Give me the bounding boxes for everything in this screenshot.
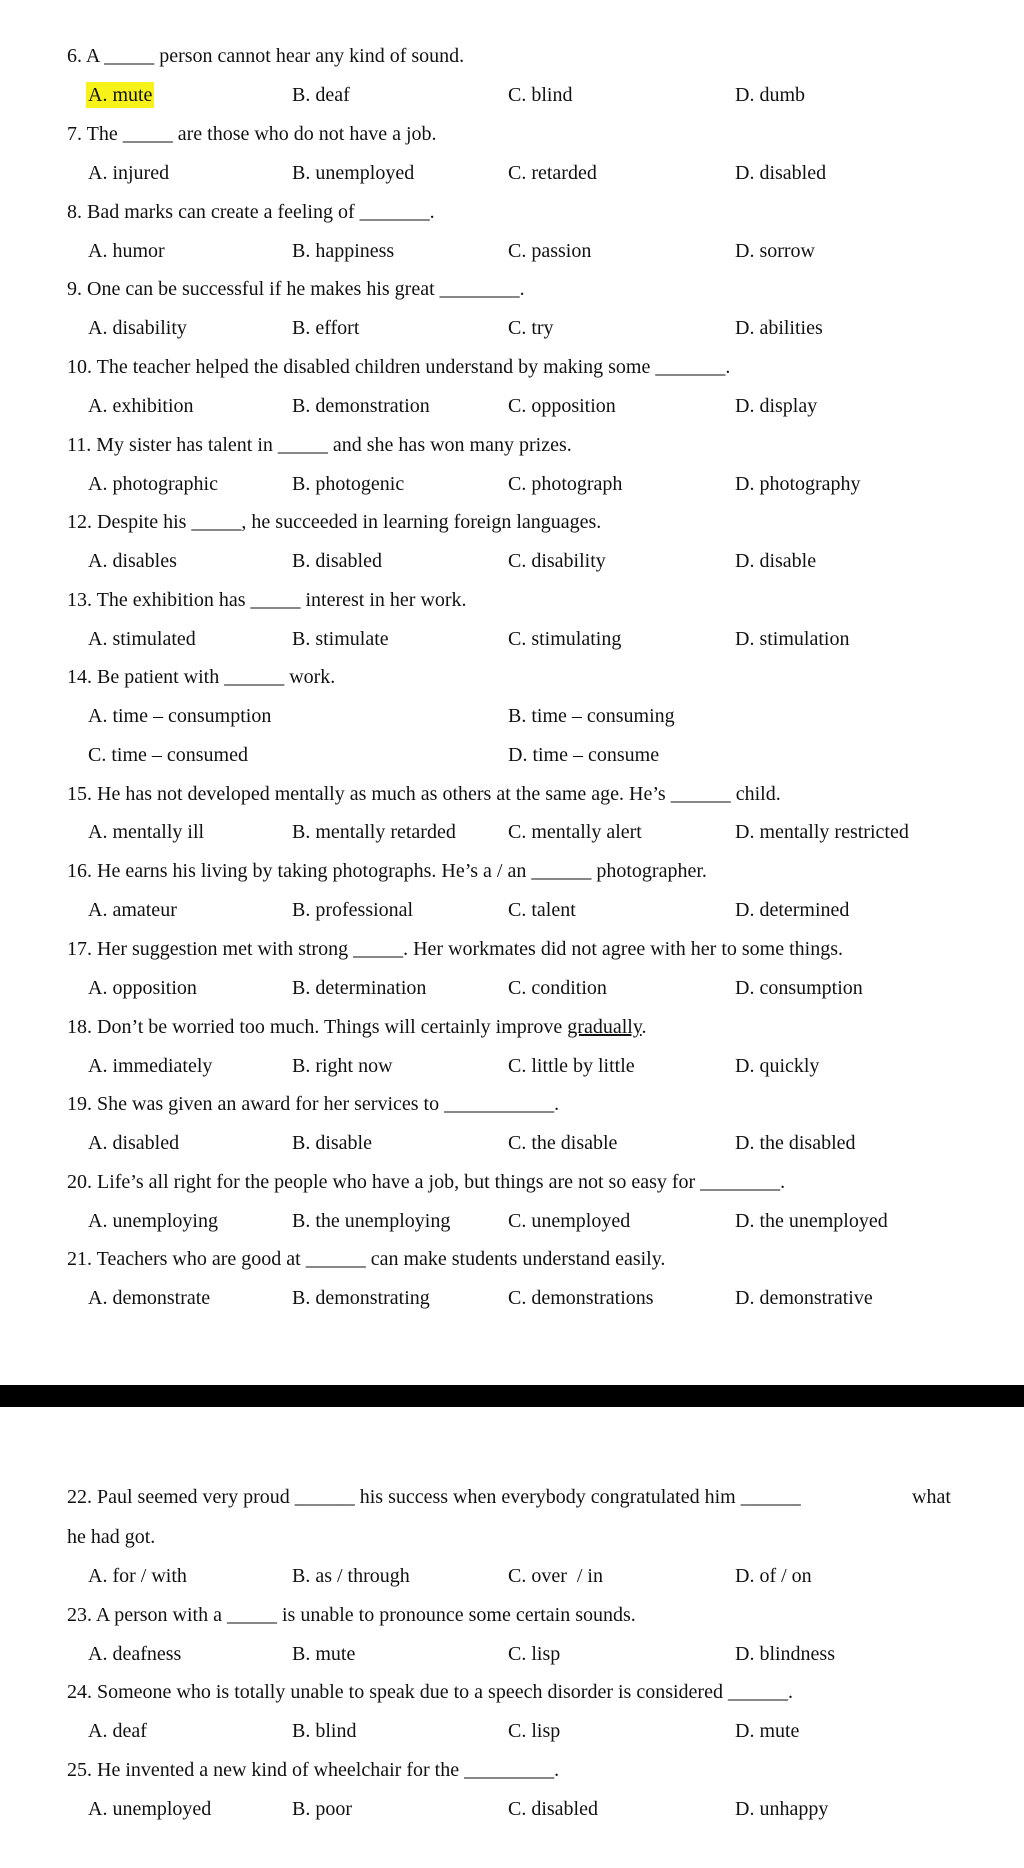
option-14d[interactable]: D. time – consume (508, 744, 660, 766)
option-25c[interactable]: C. disabled (508, 1798, 598, 1820)
option-14c[interactable]: C. time – consumed (88, 744, 248, 766)
question-18-options (0, 1053, 1024, 1079)
question-7-options (0, 160, 1024, 186)
option-12c[interactable]: C. disability (508, 550, 606, 572)
option-19b[interactable]: B. disable (292, 1132, 372, 1154)
question-14-stem: 14. Be patient with ______ work. (67, 666, 336, 688)
section-divider (0, 1385, 1024, 1407)
option-25b[interactable]: B. poor (292, 1798, 352, 1820)
option-25a[interactable]: A. unemployed (88, 1798, 212, 1820)
question-6-options (0, 82, 1024, 108)
option-9b[interactable]: B. effort (292, 317, 360, 339)
option-25d[interactable]: D. unhappy (735, 1798, 829, 1820)
option-6c[interactable]: C. blind (508, 84, 573, 106)
option-24a[interactable]: A. deaf (88, 1720, 147, 1742)
option-23a[interactable]: A. deafness (88, 1643, 182, 1665)
option-19c[interactable]: C. the disable (508, 1132, 618, 1154)
option-15c[interactable]: C. mentally alert (508, 821, 642, 843)
option-9a[interactable]: A. disability (88, 317, 187, 339)
question-9-stem: 9. One can be successful if he makes his great ________. (67, 278, 525, 300)
option-11d[interactable]: D. photography (735, 473, 861, 495)
option-16a[interactable]: A. amateur (88, 899, 177, 921)
option-8a[interactable]: A. humor (88, 240, 165, 262)
option-8c[interactable]: C. passion (508, 240, 592, 262)
question-13-options (0, 626, 1024, 652)
question-13-stem: 13. The exhibition has _____ interest in her work. (67, 589, 467, 611)
option-18d[interactable]: D. quickly (735, 1055, 820, 1077)
question-8-stem: 8. Bad marks can create a feeling of _______. (67, 201, 435, 223)
option-11b[interactable]: B. photogenic (292, 473, 405, 495)
option-23b[interactable]: B. mute (292, 1643, 356, 1665)
option-21b[interactable]: B. demonstrating (292, 1287, 430, 1309)
option-8b[interactable]: B. happiness (292, 240, 395, 262)
option-19a[interactable]: A. disabled (88, 1132, 180, 1154)
option-18b[interactable]: B. right now (292, 1055, 393, 1077)
option-21a[interactable]: A. demonstrate (88, 1287, 211, 1309)
option-21c[interactable]: C. demonstrations (508, 1287, 654, 1309)
question-19-options (0, 1130, 1024, 1156)
option-16d[interactable]: D. determined (735, 899, 850, 921)
option-11c[interactable]: C. photograph (508, 473, 623, 495)
option-13a[interactable]: A. stimulated (88, 628, 196, 650)
option-24c[interactable]: C. lisp (508, 1720, 561, 1742)
question-8-options (0, 238, 1024, 264)
question-24-options (0, 1718, 1024, 1744)
question-12-options (0, 548, 1024, 574)
question-18-underlined-word: gradually (567, 1016, 642, 1038)
question-16-stem: 16. He earns his living by taking photographs. He’s a / an ______ photographer. (67, 860, 707, 882)
option-6a-highlighted[interactable]: A. mute (88, 84, 153, 106)
option-19d[interactable]: D. the disabled (735, 1132, 856, 1154)
option-10a[interactable]: A. exhibition (88, 395, 194, 417)
option-23c[interactable]: C. lisp (508, 1643, 561, 1665)
question-15-options (0, 819, 1024, 845)
question-18-stem-end: . (641, 1016, 647, 1038)
question-19-stem: 19. She was given an award for her services to ___________. (67, 1093, 560, 1115)
option-15b[interactable]: B. mentally retarded (292, 821, 456, 843)
question-23-stem: 23. A person with a _____ is unable to pronounce some certain sounds. (67, 1604, 636, 1626)
option-18a[interactable]: A. immediately (88, 1055, 213, 1077)
question-11-options (0, 471, 1024, 497)
option-17d[interactable]: D. consumption (735, 977, 863, 999)
option-13d[interactable]: D. stimulation (735, 628, 850, 650)
option-10c[interactable]: C. opposition (508, 395, 616, 417)
question-12-stem: 12. Despite his _____, he succeeded in learning foreign languages. (67, 511, 602, 533)
option-18c[interactable]: C. little by little (508, 1055, 635, 1077)
option-7d[interactable]: D. disabled (735, 162, 827, 184)
option-20c[interactable]: C. unemployed (508, 1210, 631, 1232)
option-14b[interactable]: B. time – consuming (508, 705, 675, 727)
option-22c[interactable]: C. over / in (508, 1565, 603, 1587)
question-14-options-row2 (0, 742, 1024, 768)
question-18-stem (67, 1014, 647, 1040)
question-6-stem: 6. A _____ person cannot hear any kind of sound. (67, 45, 465, 67)
question-20-stem: 20. Life’s all right for the people who have a job, but things are not so easy for ________. (67, 1171, 786, 1193)
question-22-stem-continuation: he had got. (67, 1526, 156, 1548)
question-24-stem: 24. Someone who is totally unable to speak due to a speech disorder is considered ______. (67, 1681, 793, 1703)
question-21-stem: 21. Teachers who are good at ______ can make students understand easily. (67, 1248, 666, 1270)
option-20d[interactable]: D. the unemployed (735, 1210, 888, 1232)
question-10-stem: 10. The teacher helped the disabled children understand by making some _______. (67, 356, 731, 378)
option-7a[interactable]: A. injured (88, 162, 170, 184)
question-17-stem: 17. Her suggestion met with strong _____. Her workmates did not agree with her to some things. (67, 938, 843, 960)
option-12a[interactable]: A. disables (88, 550, 177, 572)
option-20b[interactable]: B. the unemploying (292, 1210, 451, 1232)
question-9-options (0, 315, 1024, 341)
option-16c[interactable]: C. talent (508, 899, 576, 921)
question-14-options-row1 (0, 703, 1024, 729)
question-11-stem: 11. My sister has talent in _____ and she has won many prizes. (67, 434, 572, 456)
option-17a[interactable]: A. opposition (88, 977, 197, 999)
question-7-stem: 7. The _____ are those who do not have a job. (67, 123, 437, 145)
option-7c[interactable]: C. retarded (508, 162, 597, 184)
option-11a[interactable]: A. photographic (88, 473, 218, 495)
option-8d[interactable]: D. sorrow (735, 240, 815, 262)
option-21d[interactable]: D. demonstrative (735, 1287, 873, 1309)
option-12b[interactable]: B. disabled (292, 550, 382, 572)
option-10d[interactable]: D. display (735, 395, 818, 417)
question-22-stem-tail: what (912, 1486, 951, 1508)
question-17-options (0, 975, 1024, 1001)
question-16-options (0, 897, 1024, 923)
option-10b[interactable]: B. demonstration (292, 395, 430, 417)
option-15d[interactable]: D. mentally restricted (735, 821, 909, 843)
option-24d[interactable]: D. mute (735, 1720, 800, 1742)
question-25-stem: 25. He invented a new kind of wheelchair for the _________. (67, 1759, 560, 1781)
option-16b[interactable]: B. professional (292, 899, 414, 921)
option-22d[interactable]: D. of / on (735, 1565, 812, 1587)
option-15a[interactable]: A. mentally ill (88, 821, 205, 843)
option-9d[interactable]: D. abilities (735, 317, 823, 339)
option-12d[interactable]: D. disable (735, 550, 817, 572)
option-22a[interactable]: A. for / with (88, 1565, 187, 1587)
question-25-options (0, 1796, 1024, 1822)
option-6d[interactable]: D. dumb (735, 84, 805, 106)
question-23-options (0, 1641, 1024, 1667)
option-14a[interactable]: A. time – consumption (88, 705, 272, 727)
option-23d[interactable]: D. blindness (735, 1643, 835, 1665)
option-17c[interactable]: C. condition (508, 977, 607, 999)
question-22-options (0, 1563, 1024, 1589)
question-20-options (0, 1208, 1024, 1234)
option-22b[interactable]: B. as / through (292, 1565, 410, 1587)
option-24b[interactable]: B. blind (292, 1720, 357, 1742)
question-21-options (0, 1285, 1024, 1311)
option-7b[interactable]: B. unemployed (292, 162, 415, 184)
question-18-stem-text: 18. Don’t be worried too much. Things will certainly improve (67, 1016, 568, 1038)
question-15-stem: 15. He has not developed mentally as much as others at the same age. He’s ______ child. (67, 783, 781, 805)
question-10-options (0, 393, 1024, 419)
question-22-stem: 22. Paul seemed very proud ______ his success when everybody congratulated him ______ (67, 1486, 801, 1508)
option-9c[interactable]: C. try (508, 317, 554, 339)
option-20a[interactable]: A. unemploying (88, 1210, 218, 1232)
option-17b[interactable]: B. determination (292, 977, 427, 999)
option-13b[interactable]: B. stimulate (292, 628, 389, 650)
option-6b[interactable]: B. deaf (292, 84, 350, 106)
option-13c[interactable]: C. stimulating (508, 628, 622, 650)
